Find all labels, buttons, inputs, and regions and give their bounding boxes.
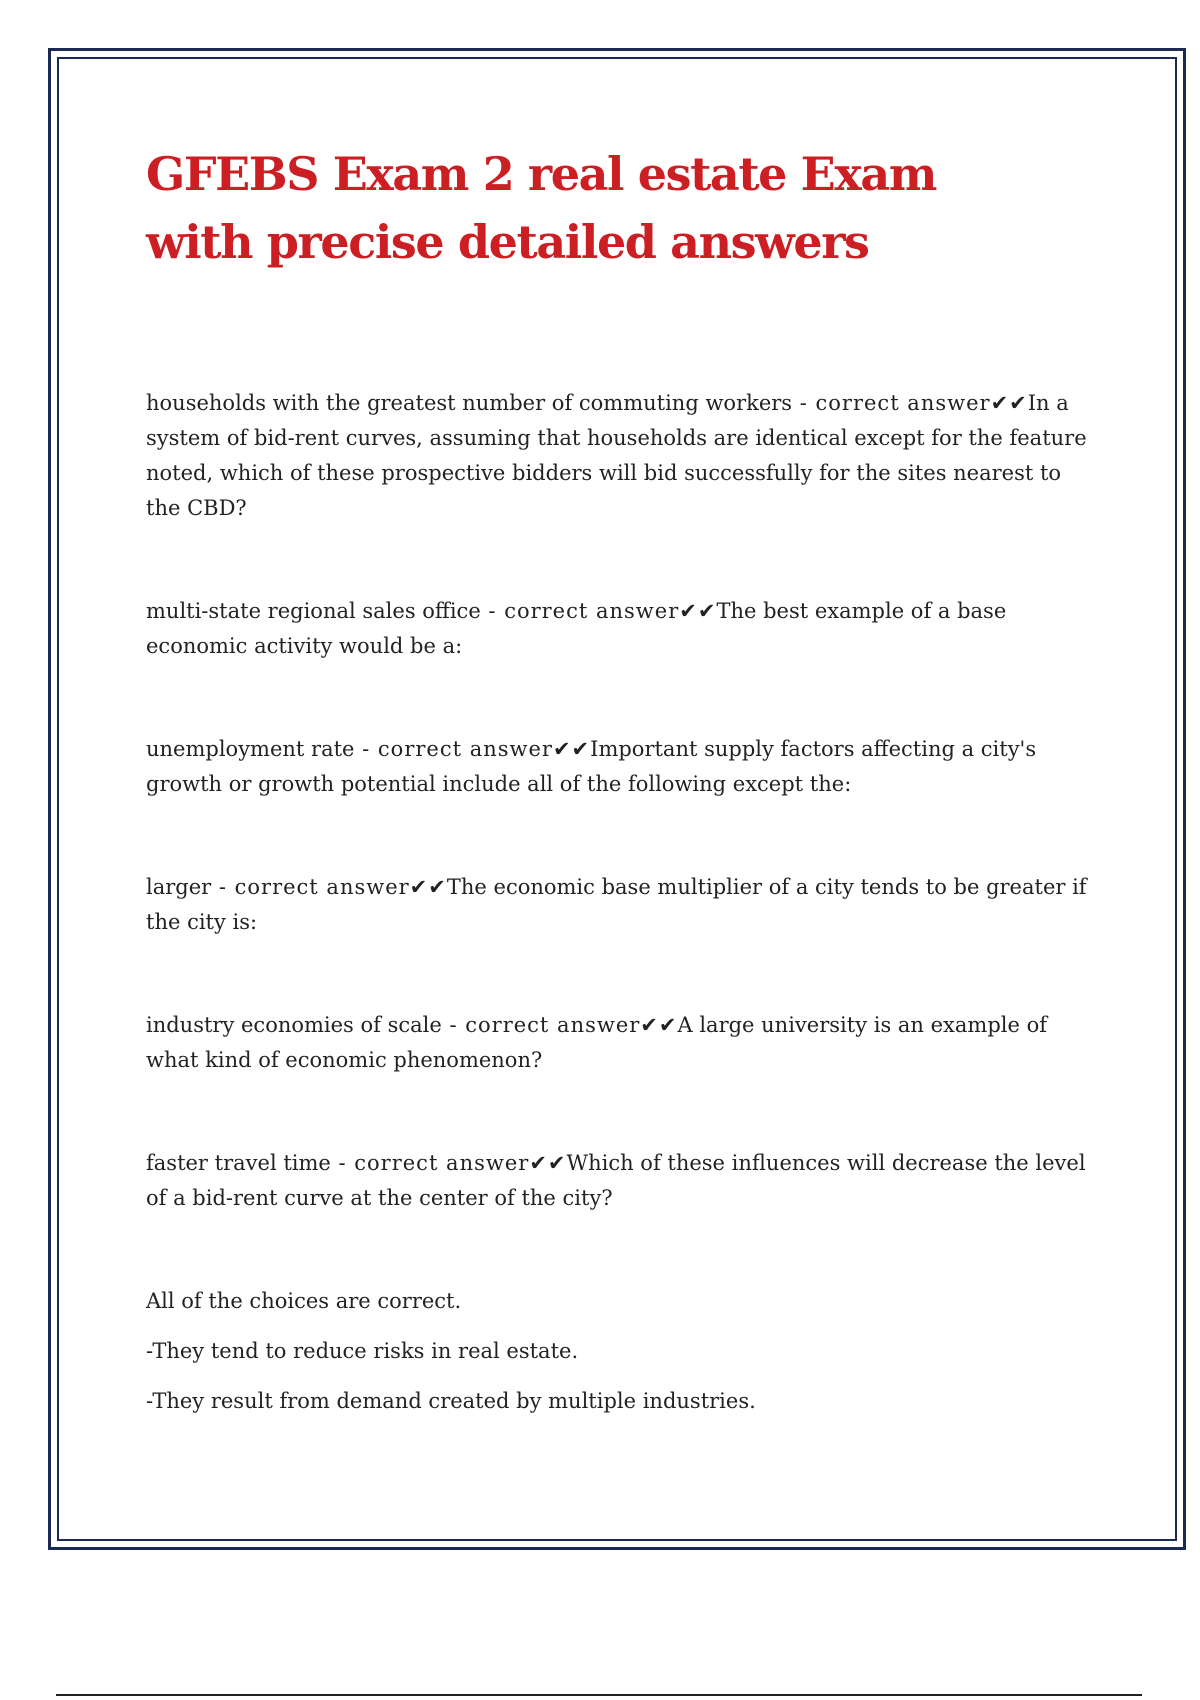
document-content xyxy=(146,140,1096,1434)
qa-item xyxy=(146,870,1096,940)
choice-line: All of the choices are correct. xyxy=(146,1289,462,1313)
question-text: The best example of a base economic activity would be a: xyxy=(146,599,1007,658)
correct-answer-marker: - correct answer✔✔ xyxy=(441,1013,678,1037)
qa-item xyxy=(146,732,1096,802)
correct-answer-marker: - correct answer✔✔ xyxy=(792,391,1028,415)
qa-item xyxy=(146,594,1096,664)
correct-answer-marker: - correct answer✔✔ xyxy=(354,737,591,761)
choice-line: -They result from demand created by multiple industries. xyxy=(146,1389,756,1413)
qa-list xyxy=(146,386,1096,1216)
question-text: Important supply factors affecting a city's growth or growth potential include all of the following except the: xyxy=(146,737,1037,796)
answer-text: households with the greatest number of commuting workers xyxy=(146,391,793,415)
answer-text: faster travel time xyxy=(146,1151,331,1175)
question-text: In a system of bid-rent curves, assuming that households are identical except for the feature noted, which of these prospective bidders will bid successfully for the sites nearest to the CBD? xyxy=(146,391,1087,520)
correct-answer-marker: - correct answer✔✔ xyxy=(211,875,447,899)
choice-line: -They tend to reduce risks in real estate. xyxy=(146,1339,579,1363)
document-title: GFEBS Exam 2 real estate Exam with precise detailed answers xyxy=(146,147,937,269)
correct-answer-marker: - correct answer✔✔ xyxy=(480,599,717,623)
qa-item xyxy=(146,1146,1096,1216)
question-text: The economic base multiplier of a city tends to be greater if the city is: xyxy=(146,875,1087,934)
answer-text: unemployment rate xyxy=(146,737,355,761)
qa-item xyxy=(146,386,1096,526)
choices-block xyxy=(146,1284,1096,1419)
answer-text: multi-state regional sales office xyxy=(146,599,481,623)
correct-answer-marker: - correct answer✔✔ xyxy=(330,1151,567,1175)
answer-text: industry economies of scale xyxy=(146,1013,442,1037)
page-bottom-divider xyxy=(56,1694,1142,1696)
question-text: Which of these influences will decrease the level of a bid-rent curve at the center of the city? xyxy=(146,1151,1086,1210)
question-text: A large university is an example of what kind of economic phenomenon? xyxy=(146,1013,1047,1072)
qa-item xyxy=(146,1008,1096,1078)
answer-text: larger xyxy=(146,875,212,899)
